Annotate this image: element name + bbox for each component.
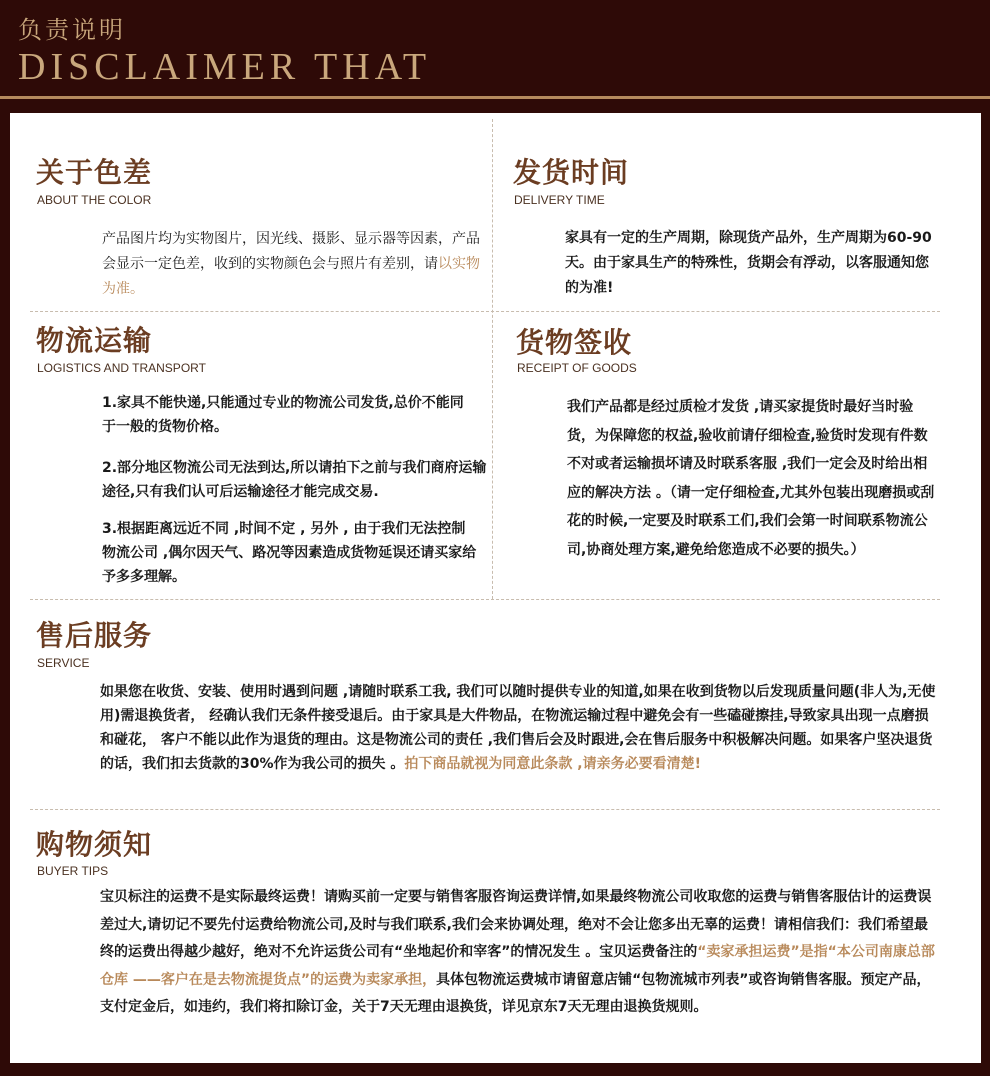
logistics-item-2: 2.部分地区物流公司无法到达,所以请拍下之前与我们商府运输途径,只有我们认可后运输途径才能完成交易. <box>102 460 487 500</box>
banner-divider <box>0 96 990 99</box>
color-body-text: 产品图片均为实物图片，因光线、摄影、显示器等因素，产品会显示一定色差，收到的实物颜色会与照片有差别，请 <box>102 231 480 272</box>
service-body-highlight: 拍下商品就视为同意此条款 ,请亲务必要看清楚! <box>404 756 701 772</box>
section-subtitle-receipt: RECEIPT OF GOODS <box>517 361 637 375</box>
section-title-color: 关于色差 <box>36 156 153 189</box>
banner-title-en: DISCLAIMER THAT <box>18 46 432 88</box>
section-title-buyer: 购物须知 <box>36 828 153 861</box>
section-body-service <box>100 680 938 776</box>
logistics-item-1: 1.家具不能快递,只能通过专业的物流公司发货,总价不能同于一般的货物价格。 <box>102 395 464 435</box>
section-title-delivery: 发货时间 <box>513 156 630 189</box>
row-divider-1 <box>30 311 940 312</box>
buyer-body-highlight: “卖家承担运费”是指“本公司南康总部仓库 ——客户在是去物流提货点”的运费为卖家承担， <box>100 944 935 988</box>
section-subtitle-delivery: DELIVERY TIME <box>514 193 605 207</box>
section-subtitle-color: ABOUT THE COLOR <box>37 193 152 207</box>
color-body-highlight: 以实物为准。 <box>102 256 480 297</box>
section-subtitle-logistics: LOGISTICS AND TRANSPORT <box>37 361 206 375</box>
logistics-item-3: 3.根据距离远近不同 ,时间不定 , 另外 , 由于我们无法控制物流公司 ,偶尔因天气、路况等因素造成货物延误还请买家给予多多理解。 <box>102 521 477 585</box>
section-title-receipt: 货物签收 <box>516 326 633 359</box>
section-body-receipt: 我们产品都是经过质检才发货 ,请买家提货时最好当时验货，为保障您的权益,验收前请仔细检查,验货时发现有件数不对或者运输损坏请及时联系客服 ,我们一定会及时给出相应的解决方法 。（请一定仔细检查,尤其外包装出现磨损或刮花的时候,一定要及时联系工们,我们会第一时间联系物流公司,协商处理方案,避免给您造成不必要的损失。） <box>567 399 935 558</box>
section-title-logistics: 物流运输 <box>36 324 153 357</box>
section-subtitle-buyer: BUYER TIPS <box>37 864 109 878</box>
column-divider <box>492 119 493 599</box>
section-body-buyer <box>100 884 938 1022</box>
row-divider-2 <box>30 599 940 600</box>
section-body-delivery: 家具有一定的生产周期，除现货产品外，生产周期为60-90天。由于家具生产的特殊性，货期会有浮动，以客服通知您的为准! <box>565 230 932 296</box>
buyer-body-text: 宝贝标注的运费不是实际最终运费！请购买前一定要与销售客服咨询运费详情,如果最终物流公司收取您的运费与销售客服估计的运费误差过大,请切记不要先付运费给物流公司,及时与我们联系,我们会来协调处理，绝对不会让您多出无辜的运费！请相信我们：我们希望最终的运费出得越少越好，绝对不允许运货公司有“坐地起价和宰客”的情况发生 。宝贝运费备注的 <box>100 889 932 960</box>
service-body-text: 如果您在收货、安装、使用时遇到问题 ,请随时联系工我, 我们可以随时提供专业的知道,如果在收到货物以后发现质量问题(非人为,无使用)需退换货者， 经确认我们无条件接受退后。由于家具是大件物品，在物流运输过程中避免会有一些磕碰擦挂,导致家具出现一点磨损和碰花， 客户不能以此作为退货的理由。这是物流公司的责任 ,我们售后会及时跟进,会在售后服务中积极解决问题。如果客户坚决退货的话，我们扣去货款的30%作为我公司的损失 。 <box>100 684 936 772</box>
section-title-service: 售后服务 <box>36 619 153 652</box>
row-divider-3 <box>30 809 940 810</box>
banner-title-cn: 负责说明 <box>18 16 126 44</box>
content-panel <box>10 113 981 1063</box>
buyer-body-text-2: 具体包物流运费城市请留意店铺“包物流城市列表”或咨询销售客服。预定产品，支付定金后，如违约，我们将扣除订金，关于7天无理由退换货，详见京东7天无理由退换货规则。 <box>100 971 931 1015</box>
section-subtitle-service: SERVICE <box>37 656 90 670</box>
header-banner <box>0 0 990 92</box>
section-body-color <box>102 227 480 302</box>
